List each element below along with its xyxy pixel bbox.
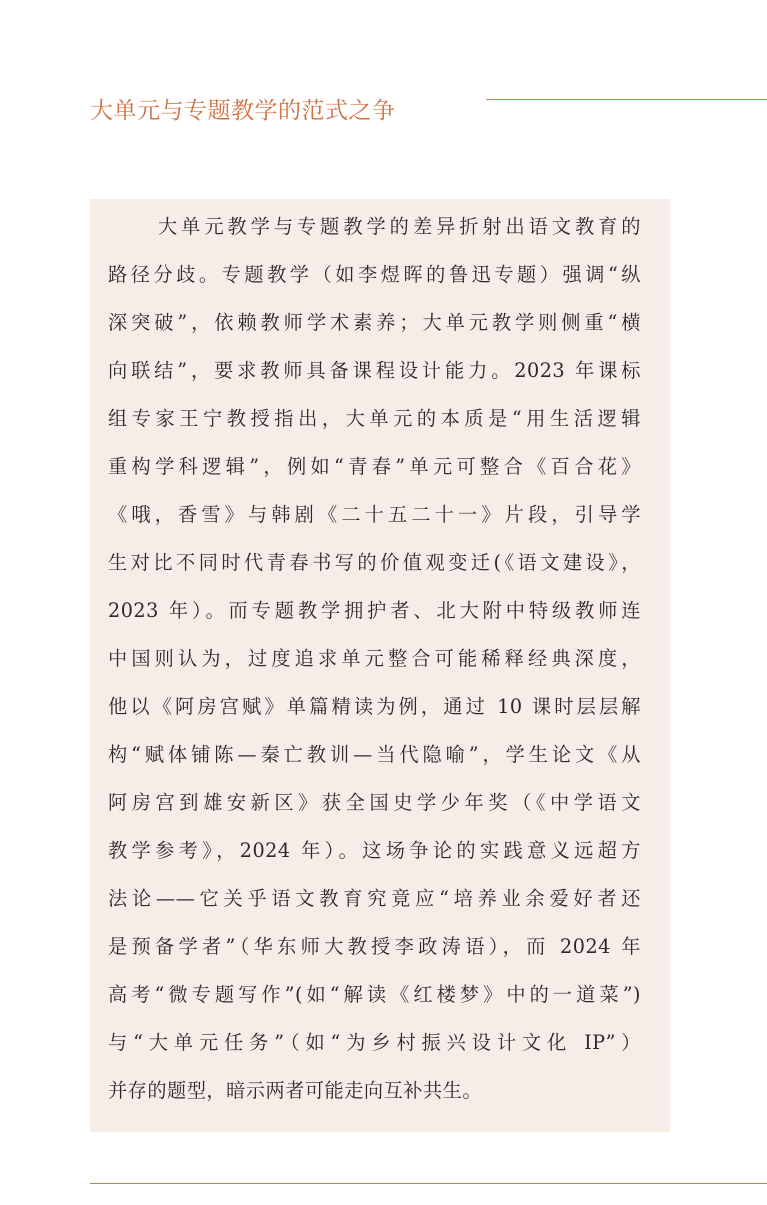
body-line: 大单元教学与专题教学的差异折射出语文教育的 (158, 215, 641, 238)
body-line: 路径分歧。专题教学（如李煜晖的鲁迅专题）强调“纵 (108, 263, 641, 286)
body-line: 阿房宫到雄安新区》获全国史学少年奖（《中学语文 (108, 791, 641, 814)
body-line: 2023 年）。而专题教学拥护者、北大附中特级教师连 (108, 599, 641, 622)
body-text-box (90, 199, 670, 1132)
heading-rule (486, 99, 767, 100)
body-line: 并存的题型，暗示两者可能走向互补共生。 (108, 1079, 483, 1102)
body-line: 中国则认为，过度追求单元整合可能稀释经典深度， (108, 647, 641, 670)
body-line: 组专家王宁教授指出，大单元的本质是“用生活逻辑 (108, 407, 641, 430)
body-line: 《哦，香雪》与韩剧《二十五二十一》片段，引导学 (108, 503, 641, 526)
body-line: 生对比不同时代青春书写的价值观变迁(《语文建设》， (108, 551, 641, 574)
body-line: 是预备学者”（华东师大教授李政涛语），而 2024 年 (108, 935, 641, 958)
body-line: 向联结”，要求教师具备课程设计能力。2023 年课标 (108, 359, 641, 382)
body-line: 深突破”，依赖教师学术素养；大单元教学则侧重“横 (108, 311, 641, 334)
section-heading: 大单元与专题教学的范式之争 (90, 98, 396, 124)
body-line: 构“赋体铺陈—秦亡教训—当代隐喻”，学生论文《从 (108, 743, 641, 766)
footer-rule (90, 1183, 767, 1184)
body-line: 他以《阿房宫赋》单篇精读为例，通过 10 课时层层解 (108, 695, 641, 718)
body-line: 法论——它关乎语文教育究竟应“培养业余爱好者还 (108, 887, 641, 910)
body-line: 与“大单元任务”（如“为乡村振兴设计文化 IP”） (108, 1031, 641, 1054)
body-line: 高考“微专题写作”(如“解读《红楼梦》中的一道菜”) (108, 983, 641, 1006)
body-line: 教学参考》，2024 年）。这场争论的实践意义远超方 (108, 839, 641, 862)
body-line: 重构学科逻辑”，例如“青春”单元可整合《百合花》 (108, 455, 641, 478)
